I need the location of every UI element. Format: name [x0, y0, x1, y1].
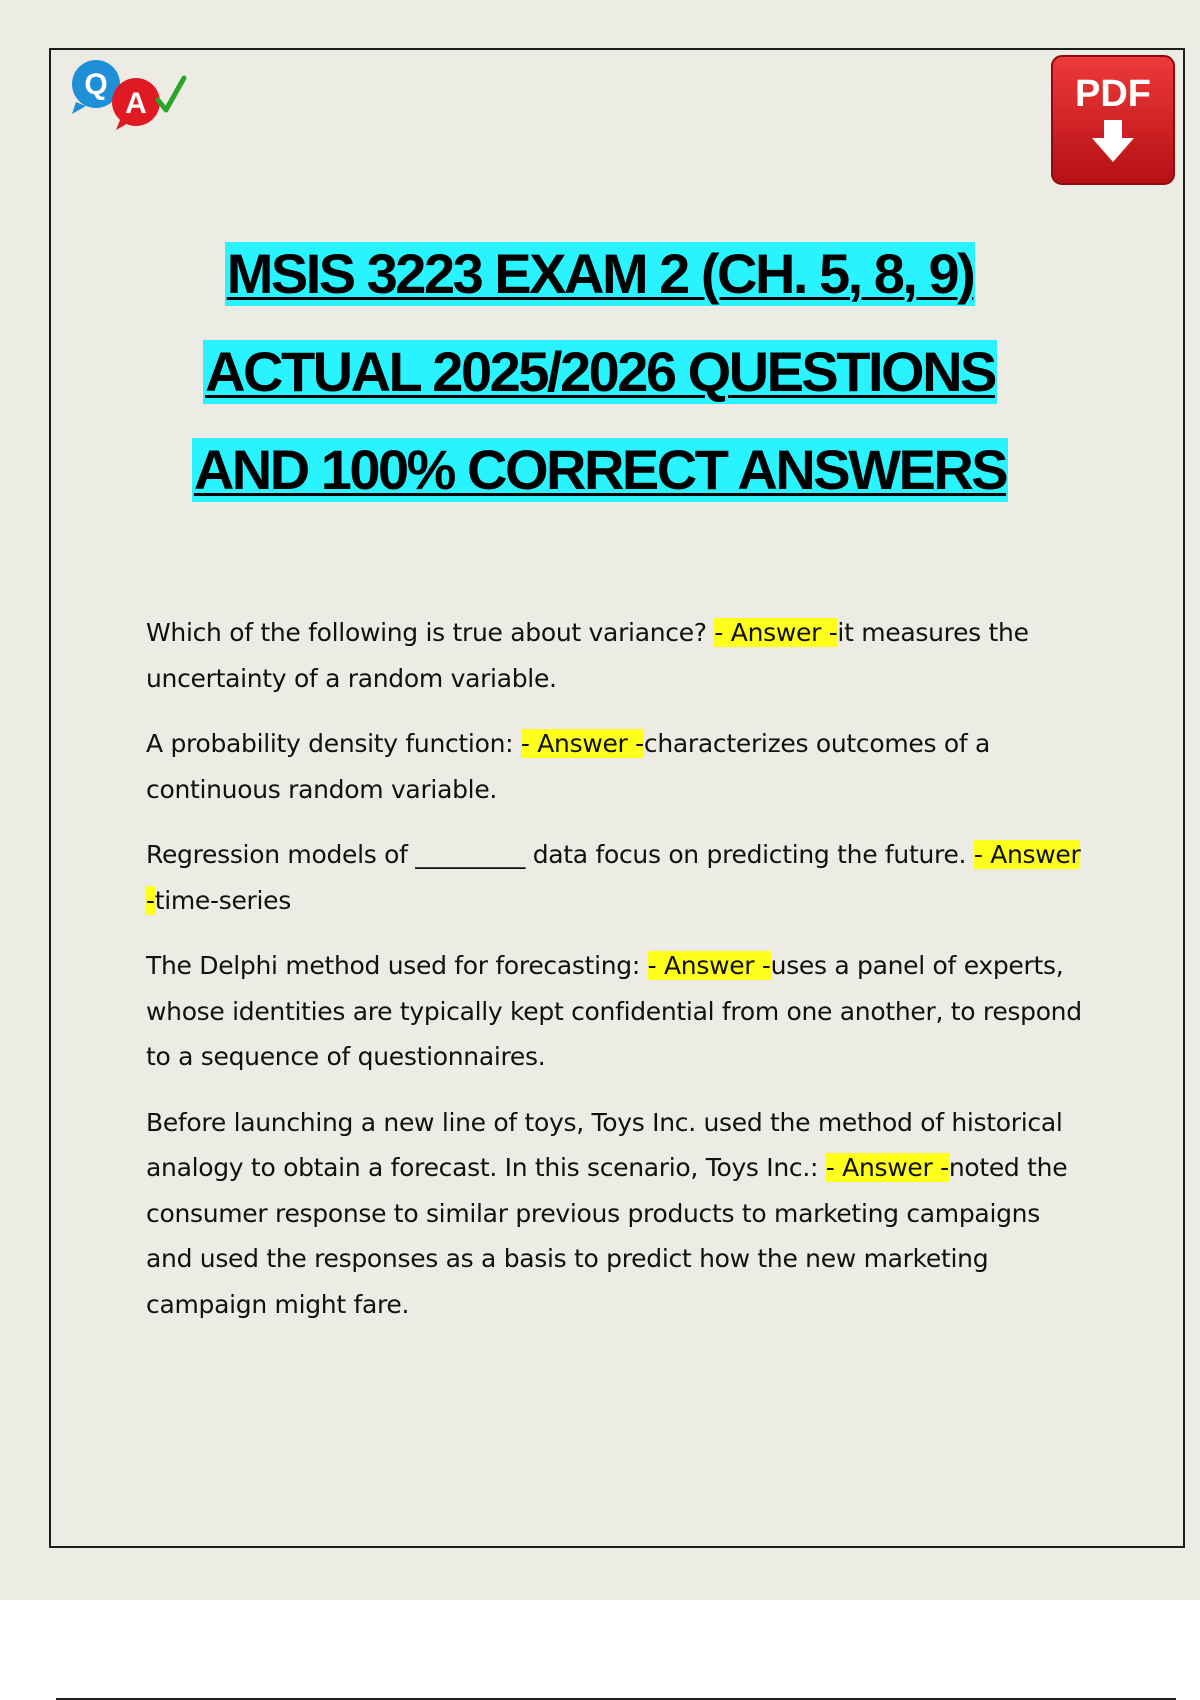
title-line-3: AND 100% CORRECT ANSWERS	[193, 438, 1007, 501]
question-text: Regression models of _________ data focus on predicting the future.	[146, 840, 974, 869]
question-text: Which of the following is true about variance?	[146, 618, 715, 647]
qa-item	[146, 721, 1086, 812]
answer-text: uses a panel of experts, whose identities are typically kept confidential from one another, to respond to a sequence of questionnaires.	[146, 951, 1082, 1071]
question-text: Before launching a new line of toys, Toys Inc. used the method of historical analogy to obtain a forecast. In this scenario, Toys Inc.:	[146, 1107, 1063, 1182]
question-text: A probability density function:	[146, 729, 521, 758]
pdf-label: PDF	[1075, 73, 1151, 115]
qa-list	[146, 610, 1086, 1347]
answer-marker: - Answer -	[146, 840, 1081, 915]
answer-marker: - Answer -	[520, 729, 644, 758]
document-title	[0, 242, 1200, 536]
answer-marker: - Answer -	[714, 618, 838, 647]
title-line-2: ACTUAL 2025/2026 QUESTIONS	[205, 340, 995, 403]
title-line-1: MSIS 3223 EXAM 2 (CH. 5, 8, 9)	[226, 242, 974, 305]
qa-item	[146, 943, 1086, 1080]
qa-logo-icon	[70, 56, 190, 132]
answer-marker: - Answer -	[825, 1153, 949, 1182]
answer-text: it measures the uncertainty of a random variable.	[146, 618, 1029, 693]
answer-text: noted the consumer response to similar previous products to marketing campaigns and used the responses as a basis to predict how the new marketing campaign might fare.	[146, 1153, 1068, 1319]
qa-item	[146, 610, 1086, 701]
pdf-download-icon[interactable]	[1050, 54, 1176, 186]
qa-item	[146, 832, 1086, 923]
question-text: The Delphi method used for forecasting:	[146, 951, 648, 980]
logo-a-letter: A	[125, 87, 147, 120]
answer-text: characterizes outcomes of a continuous random variable.	[146, 729, 990, 804]
check-icon	[158, 78, 184, 110]
logo-q-letter: Q	[84, 68, 108, 101]
answer-text: time-series	[154, 885, 291, 915]
answer-marker: - Answer -	[647, 951, 771, 980]
qa-item	[146, 1100, 1086, 1328]
